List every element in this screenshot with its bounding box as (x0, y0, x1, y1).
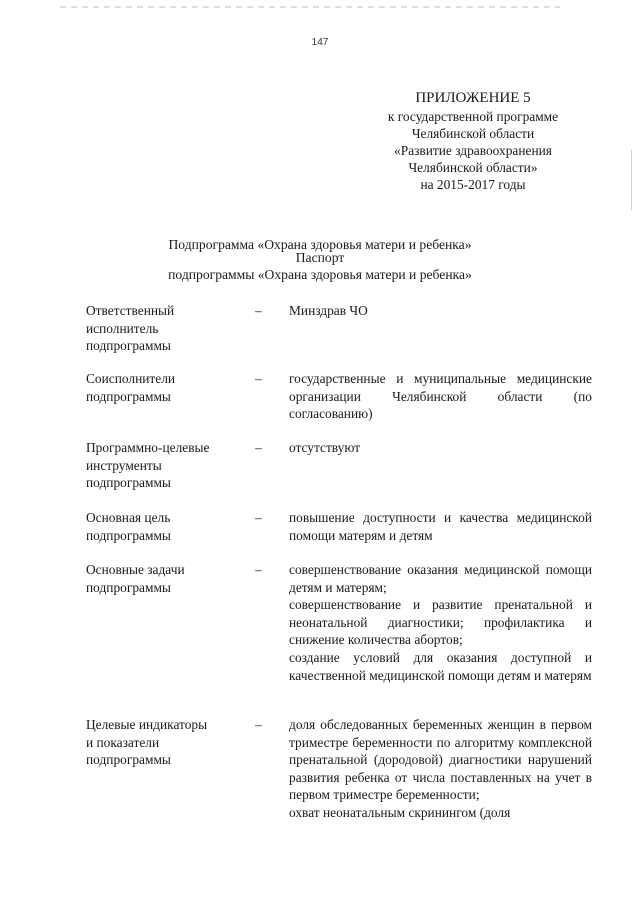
appendix-line: «Развитие здравоохранения (394, 143, 552, 158)
row-label (86, 439, 246, 492)
row-value (289, 716, 592, 822)
row-value-paragraph: государственные и муниципальные медицинские организации Челябинской области (по согласованию) (289, 371, 592, 422)
row-value-paragraph: совершенствование оказания медицинской помощи детям и матерям; (289, 562, 592, 595)
row-label-line: Основные задачи (86, 562, 185, 577)
scan-artifact-right (631, 150, 632, 210)
appendix-title: ПРИЛОЖЕНИЕ 5 (415, 90, 531, 106)
row-value (289, 370, 592, 423)
row-label (86, 509, 246, 544)
row-label (86, 561, 246, 596)
row-value (289, 439, 592, 457)
row-value-paragraph: отсутствуют (289, 440, 361, 455)
passport-subtitle: подпрограммы «Охрана здоровья матери и ребенка» (168, 267, 472, 282)
scan-artifact-top (60, 6, 560, 8)
row-label-line: инструменты (86, 457, 162, 473)
row-label-line: подпрограммы (86, 338, 171, 354)
row-dash: – (255, 440, 262, 455)
row-value-paragraph: доля обследованных беременных женщин в первом триместре беременности по алгоритму комплексной пренатальной (дородовой) диагностики нарушений развития ребенка от числа поставленных на учет в первом триместре беременности; (289, 717, 592, 803)
passport-title: Паспорт (295, 250, 345, 265)
row-value-paragraph: создание условий для оказания доступной и качественной медицинской помощи детям и матерям (289, 649, 592, 683)
row-label-line: Основная цель (86, 510, 171, 525)
appendix-line: к государственной программе (387, 109, 559, 124)
row-value-paragraph: повышение доступности и качества медицинской помощи матерям и детям (289, 510, 592, 543)
appendix-line: на 2015-2017 годы (420, 177, 526, 192)
subprogram-heading: Подпрограмма «Охрана здоровья матери и ребенка» (168, 237, 472, 252)
appendix-line: Челябинской области (411, 126, 535, 141)
row-value (289, 302, 592, 320)
row-dash: – (255, 562, 262, 577)
row-label-line: подпрограммы (86, 579, 171, 595)
row-label-line: Соисполнители (86, 371, 176, 386)
row-label (86, 370, 246, 405)
row-label (86, 302, 246, 355)
row-label-line: подпрограммы (86, 752, 171, 768)
row-value (289, 509, 592, 544)
row-label-line: Программно-целевые (86, 440, 210, 455)
row-label-line: подпрограммы (86, 527, 171, 543)
row-label (86, 716, 246, 769)
row-dash: – (255, 717, 262, 732)
row-dash: – (255, 371, 262, 386)
row-label-line: Ответственный (86, 303, 175, 318)
row-label-line: и показатели (86, 734, 160, 750)
appendix-block (353, 88, 593, 193)
page-number: 147 (311, 37, 329, 48)
row-label-line: Целевые индикаторы (86, 717, 208, 732)
row-dash: – (255, 303, 262, 318)
row-label-line: подпрограммы (86, 475, 171, 491)
row-value-paragraph: совершенствование и развитие пренатальной и неонатальной диагностики; профилактика и снижение количества абортов; (289, 597, 592, 648)
row-value (289, 561, 592, 684)
row-label-line: исполнитель (86, 320, 159, 336)
row-value-paragraph: Минздрав ЧО (289, 303, 368, 318)
appendix-line: Челябинской области» (408, 160, 538, 175)
passport-heading (0, 249, 640, 283)
row-value-paragraph: охват неонатальным скринингом (доля (289, 804, 511, 820)
row-label-line: подпрограммы (86, 388, 171, 404)
row-dash: – (255, 510, 262, 525)
